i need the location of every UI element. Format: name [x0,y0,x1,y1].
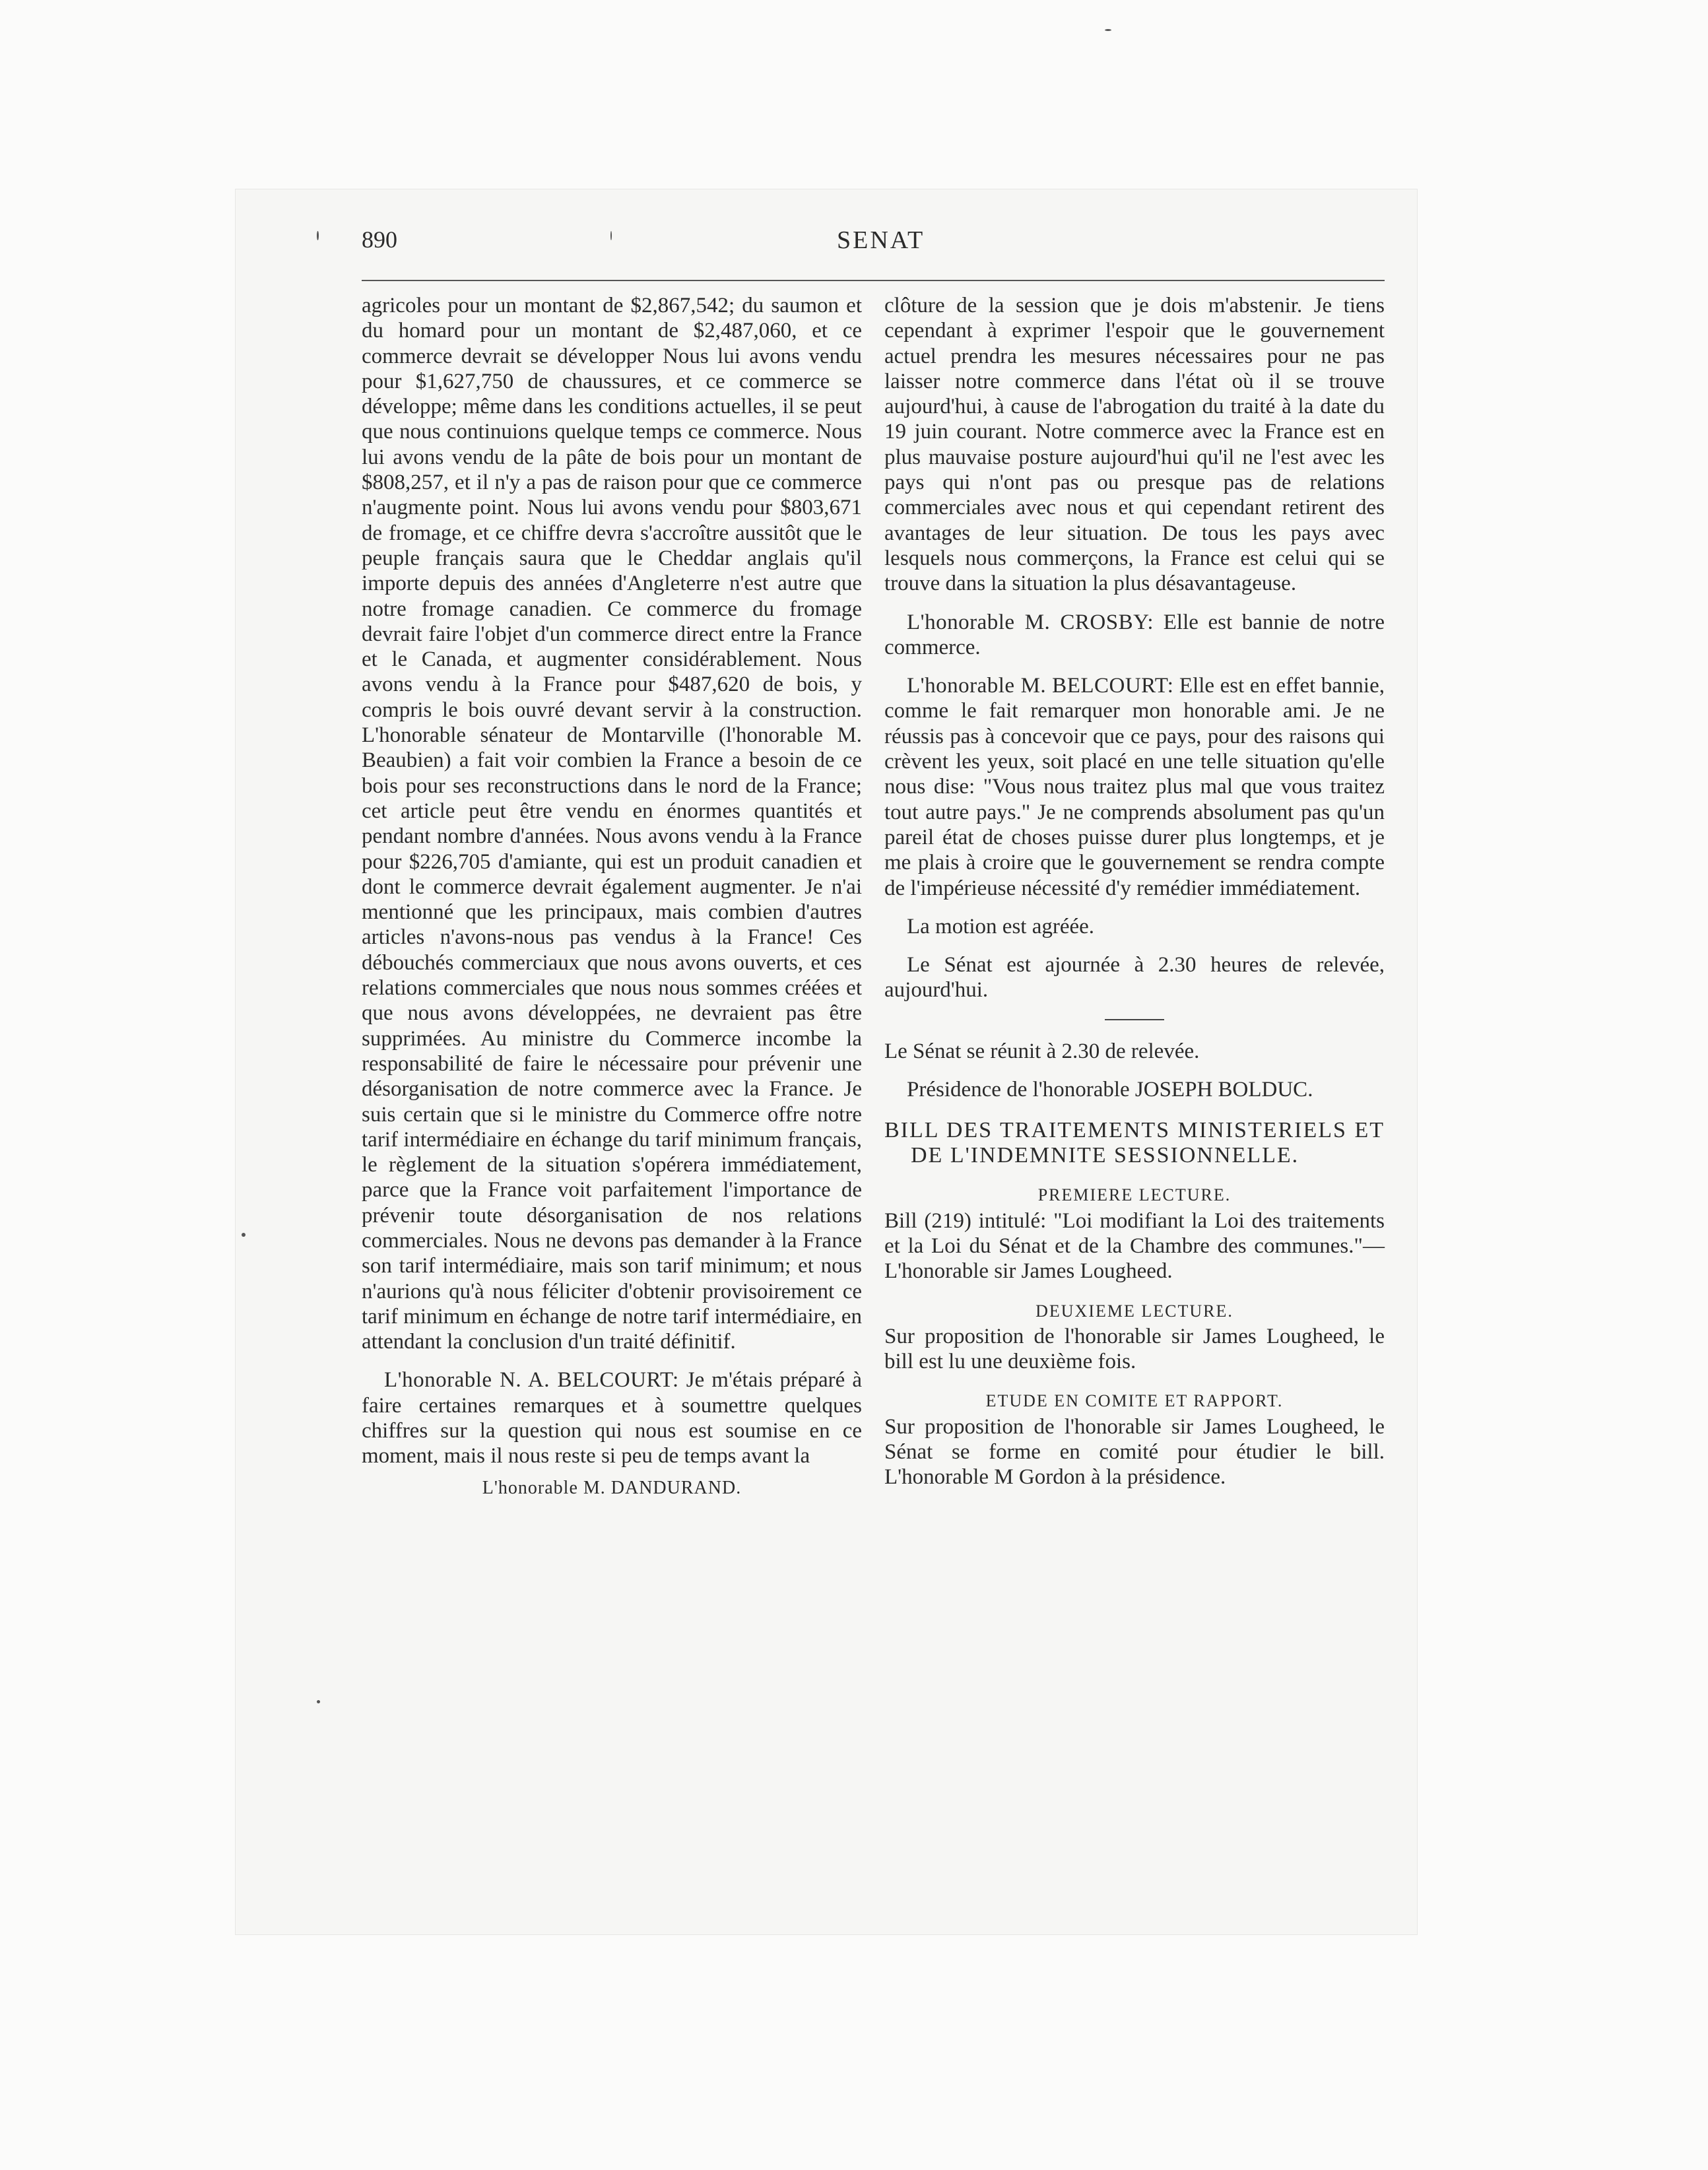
left-column [362,293,862,1501]
paragraph: Présidence de l'honorable JOSEPH BOLDUC. [907,1078,1313,1102]
scan-speck [610,231,612,240]
paragraph: Sur proposition de l'honorable sir James Lougheed, le bill est lu une deuxième fois. [884,1324,1385,1374]
section-title: BILL DES TRAITEMENTS MINISTERIELS ET DE L'INDEMNITE SESSIONNELLE. [884,1118,1385,1168]
page-number: 890 [362,226,397,253]
paragraph: clôture de la session que je dois m'abstenir. Je tiens cependant à exprimer l'espoir que le gouvernement actuel prendra les mesures nécessaires pour ne pas laisser notre commerce dans l'état où il se trouve aujourd'hui, à cause de l'abrogation du traité à la date du 19 juin courant. Notre commerce avec la France est en plus mauvaise posture aujourd'hui qu'il ne l'est avec les pays qui n'ont pas ou presque pas de relations commerciales avec nous et qui cependant retirent des avantages de leur situation. De tous les pays avec lesquels nous commerçons, la France est celui qui se trouve dans la situation la plus désavantageuse. [884,294,1385,596]
paragraph: Bill (219) intitulé: "Loi modifiant la Loi des traitements et la Loi du Sénat et de la Chambre des communes."—L'honorable sir James Lougheed. [884,1208,1385,1284]
paragraph: Sur proposition de l'honorable sir James Lougheed, le Sénat se forme en comité pour étudier le bill. L'honorable M Gordon à la présidence. [884,1414,1385,1490]
paragraph [362,1367,862,1468]
scan-speck [242,1233,246,1237]
subheading: DEUXIEME LECTURE. [1035,1301,1233,1321]
scan-speck [1105,29,1111,31]
page-header [362,218,1385,281]
subheading: ETUDE EN COMITE ET RAPPORT. [985,1391,1284,1411]
speech-text: Elle est en effet bannie, comme le fait remarquer mon honorable ami. Je ne réussis pas à concevoir que ce pays, pour des raisons qui crèvent les yeux, soit placé en une telle situation qu'elle nous dise: "Vous nous traitez plus mal que vous traitez tout autre pays." Je ne comprends absolument pas qu'un pareil état de choses puisse durer plus longtemps, et je me plais à croire que le gouvernement se rendra compte de l'impérieuse nécessité d'y remédier immédiatement. [884,674,1385,900]
page-title: SENAT [837,226,925,254]
speaker-name: L'honorable M. CROSBY: [907,610,1154,634]
paragraph: agricoles pour un montant de $2,867,542; du saumon et du homard pour un montant de $2,487,060, et ce commerce devrait se développer Nous lui avons vendu pour $1,627,750 de chaussures, et ce commerce se développe; même dans les conditions actuelles, il se peut que nous continuions quelque temps ce commerce. Nous lui avons vendu de la pâte de bois pour un montant de $808,257, et il n'y a pas de raison pour que ce commerce n'augmente point. Nous lui avons vendu pour $803,671 de fromage, et ce chiffre devra s'accroître aussitôt que le peuple français saura que le Cheddar anglais qu'il importe depuis des années d'Angleterre n'est autre que notre fromage canadien. Ce commerce du fromage devrait faire l'objet d'un commerce direct entre la France et le Canada, et augmenter considérablement. Nous avons vendu à la France pour $487,620 de bois, y compris le bois ouvré devant servir à la construction. L'honorable sénateur de Montarville (l'honorable M. Beaubien) a fait voir combien la France a besoin de ce bois pour ses reconstructions dans le nord de la France; cet article peut être vendu en énormes quantités et pendant nombre d'années. Nous avons vendu à la France pour $226,705 d'amiante, qui est un produit canadien et dont le commerce devrait également augmenter. Je n'ai mentionné que les principaux, mais combien d'autres articles n'avons-nous pas vendus à la France! Ces débouchés commerciaux que nous avons ouverts, et ces relations commerciales que nous nous sommes créées et que nous avons développées, ne devraient pas être supprimées. Au ministre du Commerce incombe la responsabilité de faire le nécessaire pour prévenir une désorganisation de notre commerce avec la France. Je suis certain que si le ministre du Commerce offre notre tarif intermédiaire en échange du tarif minimum français, le règlement de la situation s'opérera immédiatement, parce que la France voit parfaitement l'importance de prévenir toute désorganisation de nos relations commerciales. Nous ne devons pas demander à la France son tarif intermédiaire, mais son tarif minimum; et nous n'aurions qu'à nous féliciter d'obtenir provisoirement ce tarif minimum en échange de notre tarif intermédiaire, en attendant la conclusion d'un traité définitif. [362,294,862,1354]
paragraph: Le Sénat est ajournée à 2.30 heures de relevée, aujourd'hui. [884,953,1385,1003]
paragraph [884,673,1385,901]
speaker-name: L'honorable N. A. BELCOURT: [384,1368,679,1393]
section-divider [1105,1019,1164,1020]
speaker-name: L'honorable M. BELCOURT: [907,674,1174,698]
paragraph: La motion est agréée. [907,914,1095,938]
running-footer: L'honorable M. DANDURAND. [482,1477,742,1498]
scan-speck [317,1700,320,1703]
header-rule [362,280,1385,281]
scan-speck [317,231,319,240]
paragraph: Le Sénat se réunit à 2.30 de relevée. [884,1039,1200,1063]
right-column [884,293,1385,1490]
subheading: PREMIERE LECTURE. [1037,1185,1232,1205]
speech-text: Elle est bannie de notre commerce. [884,610,1385,659]
paragraph [884,610,1385,661]
speech-text: Je m'étais préparé à faire certaines remarques et à soumettre quelques chiffres sur la question qui nous est soumise en ce moment, mais il nous reste si peu de temps avant la [362,1368,862,1468]
